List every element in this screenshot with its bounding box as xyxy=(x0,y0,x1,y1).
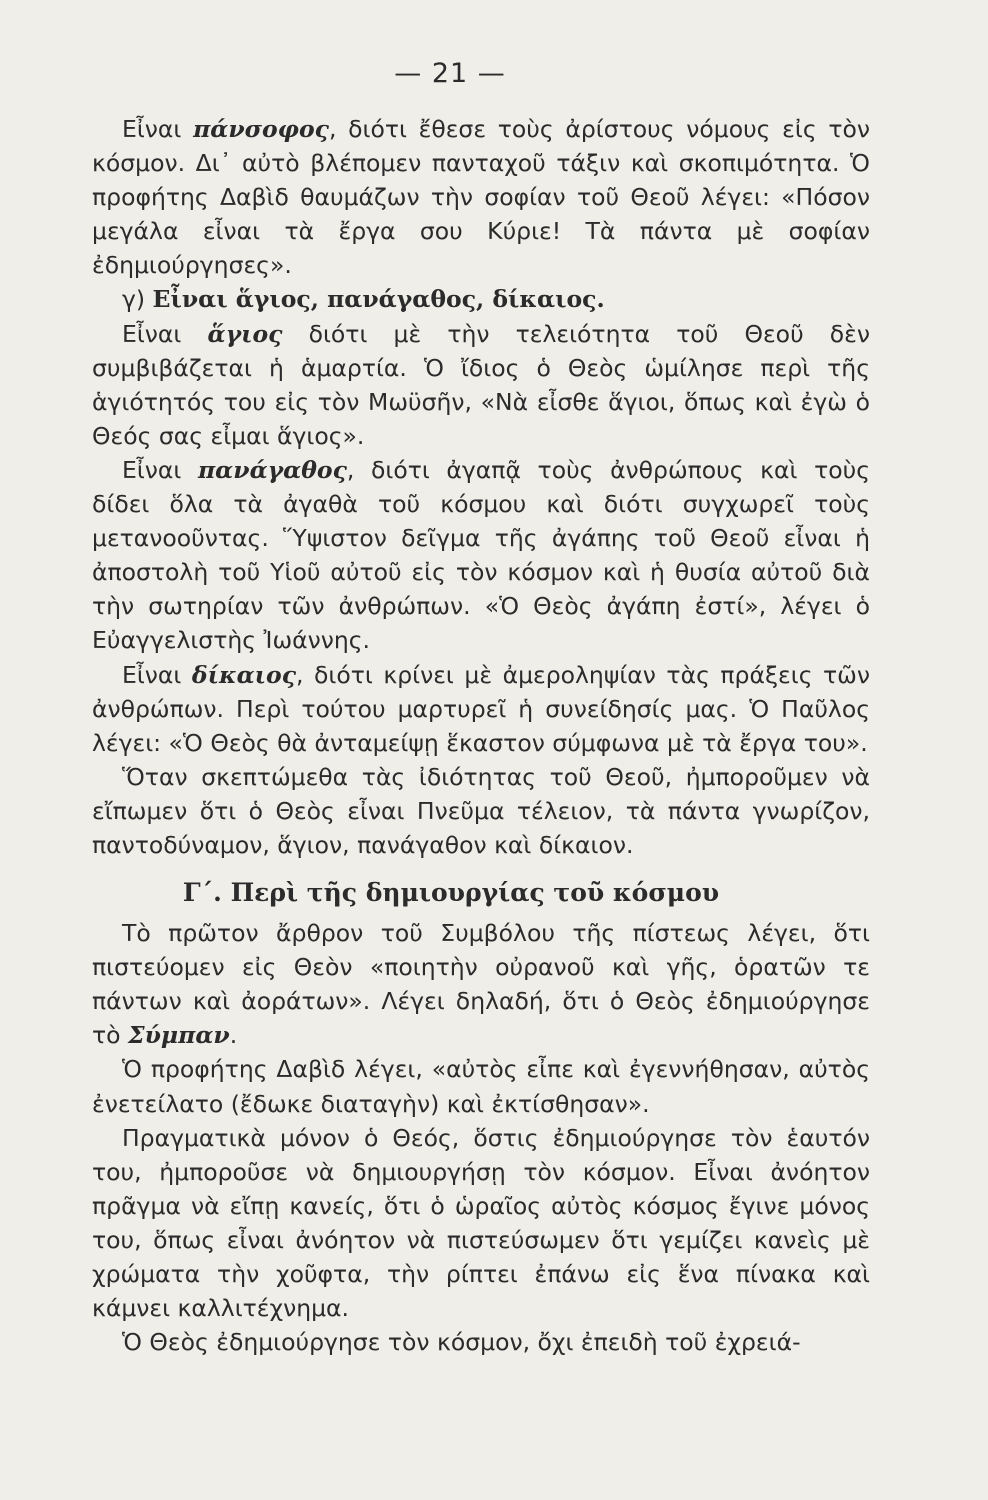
paragraph-agios: Εἶναι ἅγιος διότι μὲ τὴν τελειότητα τοῦ Θεοῦ δὲν συμβιβάζεται ἡ ἁμαρτία. Ὁ ἴδιος ὁ Θεὸς ὡμίλησε περὶ τῆς ἁγιότητός του εἰς τὸν Μωϋσῆν, «Νὰ εἶσθε ἅγιοι, ὅπως καὶ ἐγὼ ὁ Θεός σας εἶμαι ἅγιος». xyxy=(92,319,870,450)
subheading-label: γ) xyxy=(122,285,153,314)
paragraph-pragmatika: Πραγματικὰ μόνον ὁ Θεός, ὅστις ἐδημιούργησε τὸν ἑαυτόν του, ἠμποροῦσε νὰ δημιουργήσῃ τὸν κόσμον. Εἶναι ἀνόητον πρᾶγμα νὰ εἴπῃ κανείς, ὅτι ὁ ὡραῖος αὐτὸς κόσμος ἔγινε μόνος του, ὅπως εἶναι ἀνόητον νὰ πιστεύσωμεν ὅτι γεμίζει κανεὶς μὲ χρώματα τὴν χοῦφτα, τὴν ρίπτει ἐπάνω εἰς ἕνα πίνακα καὶ κάμνει καλλιτέχνημα. xyxy=(92,1123,870,1323)
subheading-text: Εἶναι ἅγιος, πανάγαθος, δίκαιος. xyxy=(152,285,605,314)
body-text xyxy=(92,112,870,1359)
paragraph-dikaios: Εἶναι δίκαιος, διότι κρίνει μὲ ἀμεροληψίαν τὰς πράξεις τῶν ἀνθρώπων. Περὶ τούτου μαρτυρεῖ ἡ συνείδησίς μας. Ὁ Παῦλος λέγει: «Ὁ Θεὸς θὰ ἀνταμείψῃ ἕκαστον σύμφωνα μὲ τὰ ἔργα του». xyxy=(92,660,870,757)
paragraph-david: Ὁ προφήτης Δαβὶδ λέγει, «αὐτὸς εἶπε καὶ ἐγεννήθησαν, αὐτὸς ἐνετείλατο (ἔδωκε διαταγὴν) καὶ ἐκτίσθησαν». xyxy=(92,1055,870,1118)
term-agios: ἅγιος xyxy=(207,319,283,348)
term-pansofos: πάνσοφος xyxy=(193,115,329,143)
subheading-gamma xyxy=(92,282,870,316)
term-dikaios: δίκαιος xyxy=(191,660,297,689)
term-panagathos: πανάγαθος xyxy=(197,455,347,484)
paragraph-symbol: Τὸ πρῶτον ἄρθρον τοῦ Συμβόλου τῆς πίστεως λέγει, ὅτι πιστεύομεν εἰς Θεὸν «ποιητὴν οὐρανοῦ καὶ γῆς, ὁρατῶν τε πάντων καὶ ἀοράτων». Λέγει δηλαδή, ὅτι ὁ Θεὸς ἐδημιούργησε τὸ Σύμπαν. xyxy=(92,919,870,1050)
term-sympan: Σύμπαν xyxy=(128,1021,230,1050)
paragraph-panagathos: Εἶναι πανάγαθος, διότι ἀγαπᾷ τοὺς ἀνθρώπους καὶ τοὺς δίδει ὅλα τὰ ἀγαθὰ τοῦ κόσμου καὶ διότι συγχωρεῖ τοὺς μετανοοῦντας. Ὕψιστον δεῖγμα τῆς ἀγάπης τοῦ Θεοῦ εἶναι ἡ ἀποστολὴ τοῦ Υἱοῦ αὐτοῦ εἰς τὸν κόσμον καὶ ἡ θυσία αὐτοῦ διὰ τὴν σωτηρίαν τῶν ἀνθρώπων. «Ὁ Θεὸς ἀγάπη ἐστί», λέγει ὁ Εὐαγγελιστὴς Ἰωάννης. xyxy=(92,455,870,655)
section-heading-creation: Γ΄. Περὶ τῆς δημιουργίας τοῦ κόσμου xyxy=(182,878,720,908)
page-number: — 21 — xyxy=(394,58,506,89)
paragraph-summary: Ὅταν σκεπτώμεθα τὰς ἰδιότητας τοῦ Θεοῦ, ἠμποροῦμεν νὰ εἴπωμεν ὅτι ὁ Θεὸς εἶναι Πνεῦμα τέλειον, τὰ πάντα γνωρίζον, παντοδύναμον, ἅγιον, πανάγαθον καὶ δίκαιον. xyxy=(92,762,870,859)
paragraph-last: Ὁ Θεὸς ἐδημιούργησε τὸν κόσμον, ὄχι ἐπειδὴ τοῦ ἐχρειά- xyxy=(122,1328,801,1357)
paragraph-pansofos: Εἶναι πάνσοφος, διότι ἔθεσε τοὺς ἀρίστους νόμους εἰς τὸν κόσμον. Δι᾽ αὐτὸ βλέπομεν πανταχοῦ τάξιν καὶ σκοπιμότητα. Ὁ προφήτης Δαβὶδ θαυμάζων τὴν σοφίαν τοῦ Θεοῦ λέγει: «Πόσον μεγάλα εἶναι τὰ ἔργα σου Κύριε! Τὰ πάντα μὲ σοφίαν ἐδημιούργησες». xyxy=(92,115,871,280)
